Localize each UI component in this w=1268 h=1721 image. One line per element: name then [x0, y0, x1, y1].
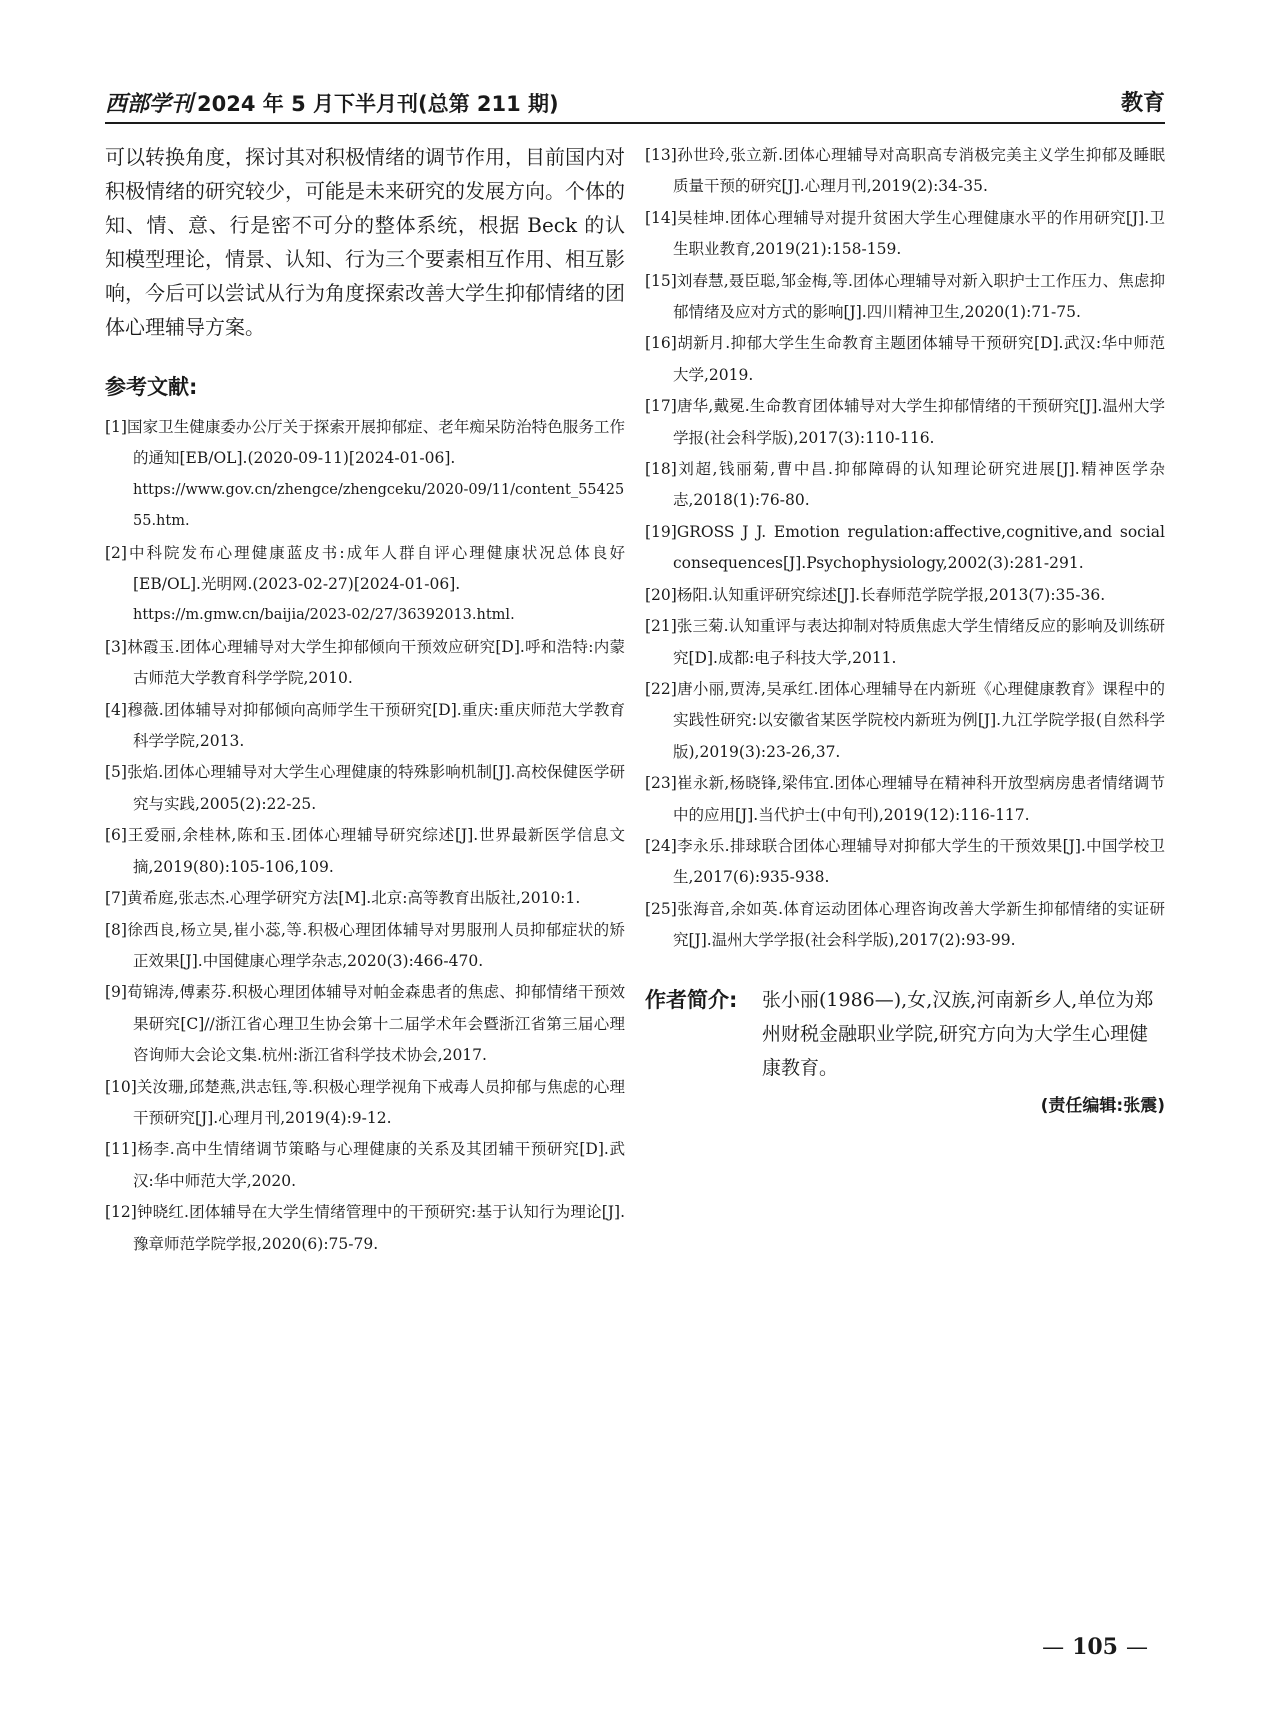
page-header	[105, 89, 1165, 125]
reference-item	[645, 768, 1165, 831]
reference-text: 杨阳.认知重评研究综述[J].长春师范学院学报,2013(7):35-36.	[676, 585, 1106, 604]
reference-text: 张焰.团体心理辅导对大学生心理健康的特殊影响机制[J].高校保健医学研究与实践,2005(2):22-25.	[126, 763, 625, 813]
reference-text: 王爱丽,余桂林,陈和玉.团体心理辅导研究综述[J].世界最新医学信息文摘,2019(80):105-106,109.	[126, 826, 625, 876]
reference-number: [13]	[645, 146, 677, 164]
page-number-value: 105	[1072, 1634, 1118, 1660]
reference-number: [24]	[645, 836, 677, 855]
author-bio	[645, 983, 1165, 1085]
author-bio-label: 作者简介:	[645, 987, 738, 1012]
reference-item	[645, 674, 1165, 768]
journal-masthead	[105, 89, 559, 119]
reference-text: 孙世玲,张立新.团体心理辅导对高职高专消极完美主义学生抑郁及睡眠质量干预的研究[J].心理月刊,2019(2):34-35.	[673, 146, 1165, 196]
reference-text: 黄希庭,张志杰.心理学研究方法[M].北京:高等教育出版社,2010:1.	[126, 889, 581, 908]
reference-item	[105, 977, 625, 1071]
reference-number: [22]	[645, 679, 677, 698]
reference-number: [20]	[645, 585, 677, 604]
reference-number: [14]	[645, 208, 677, 227]
reference-number: [12]	[105, 1203, 137, 1222]
reference-url: https://m.gmw.cn/baijia/2023-02/27/36392013.html.	[133, 607, 515, 624]
reference-item	[645, 831, 1165, 894]
reference-text: 崔永新,杨晓锋,梁伟宜.团体心理辅导在精神科开放型病房患者情绪调节中的应用[J].当代护士(中旬刊),2019(12):116-117.	[673, 774, 1165, 824]
issue-info: 2024 年 5 月下半月刊(总第 211 期)	[197, 92, 559, 116]
reference-number: [7]	[105, 889, 127, 908]
reference-number: [19]	[645, 522, 677, 541]
reference-item	[105, 632, 625, 695]
reference-text: 钟晓红.团体辅导在大学生情绪管理中的干预研究:基于认知行为理论[J].豫章师范学院学报,2020(6):75-79.	[133, 1203, 625, 1253]
reference-text: 唐华,戴冕.生命教育团体辅导对大学生抑郁情绪的干预研究[J].温州大学学报(社会科学版),2017(3):110-116.	[673, 397, 1165, 447]
reference-text: 杨李.高中生情绪调节策略与心理健康的关系及其团辅干预研究[D].武汉:华中师范大学,2020.	[133, 1140, 625, 1190]
reference-number: [21]	[645, 617, 677, 636]
reference-item	[105, 757, 625, 820]
reference-text: 荀锦涛,傅素芬.积极心理团体辅导对帕金森患者的焦虑、抑郁情绪干预效果研究[C]//浙江省心理卫生协会第十二届学术年会暨浙江省第三届心理咨询师大会论文集.杭州:浙江省科学技术协会,2017.	[126, 983, 625, 1065]
reference-item	[645, 140, 1165, 203]
reference-text: 刘超,钱丽菊,曹中昌.抑郁障碍的认知理论研究进展[J].精神医学杂志,2018(1):76-80.	[673, 460, 1165, 510]
reference-number: [1]	[105, 418, 127, 436]
reference-text: 关汝珊,邱楚燕,洪志钰,等.积极心理学视角下戒毒人员抑郁与焦虑的心理干预研究[J].心理月刊,2019(4):9-12.	[133, 1077, 625, 1127]
reference-number: [6]	[105, 826, 127, 845]
reference-number: [2]	[105, 543, 127, 562]
author-bio-text: 张小丽(1986—),女,汉族,河南新乡人,单位为郑州财税金融职业学院,研究方向为大学生心理健康教育。	[762, 988, 1154, 1079]
header-rule	[105, 122, 1165, 124]
reference-text: 张三菊.认知重评与表达抑制对特质焦虑大学生情绪反应的影响及训练研究[D].成都:电子科技大学,2011.	[673, 617, 1165, 667]
journal-logo: 西部学刊	[105, 91, 194, 117]
reference-item	[645, 391, 1165, 454]
reference-text: 刘春慧,聂臣聪,邹金梅,等.团体心理辅导对新入职护士工作压力、焦虑抑郁情绪及应对方式的影响[J].四川精神卫生,2020(1):71-75.	[673, 271, 1165, 322]
reference-number: [5]	[105, 763, 127, 782]
right-column	[645, 140, 1165, 1116]
reference-text: 胡新月.抑郁大学生生命教育主题团体辅导干预研究[D].武汉:华中师范大学,2019.	[673, 334, 1165, 384]
reference-item	[645, 203, 1165, 266]
reference-url: https://www.gov.cn/zhengce/zhengceku/2020-09/11/content_5542555.htm.	[133, 481, 625, 530]
reference-text: 李永乐.排球联合团体心理辅导对抑郁大学生的干预效果[J].中国学校卫生,2017(6):935-938.	[673, 836, 1165, 887]
reference-text: 徐西良,杨立昊,崔小蕊,等.积极心理团体辅导对男服刑人员抑郁症状的矫正效果[J].中国健康心理学杂志,2020(3):466-470.	[126, 920, 625, 970]
responsible-editor: (责任编辑:张震)	[1040, 1095, 1165, 1116]
reference-item	[105, 1072, 625, 1135]
reference-item	[105, 412, 625, 538]
body-paragraph: 可以转换角度，探讨其对积极情绪的调节作用，目前国内对积极情绪的研究较少，可能是未来研究的发展方向。个体的知、情、意、行是密不可分的整体系统，根据 Beck 的认知模型理论，情景、认知、行为三个要素相互作用、相互影响，今后可以尝试从行为角度探索改善大学生抑郁情绪的团体心理辅导方案。	[105, 145, 625, 339]
reference-text: 唐小丽,贾涛,吴承红.团体心理辅导在内新班《心理健康教育》课程中的实践性研究:以安徽省某医学院校内新班为例[J].九江学院学报(自然科学版),2019(3):23-26,37.	[673, 679, 1165, 761]
reference-item	[105, 695, 625, 758]
reference-number: [15]	[645, 271, 677, 290]
left-column	[105, 140, 625, 1260]
reference-number: [25]	[645, 899, 677, 918]
reference-item	[645, 611, 1165, 674]
reference-text: 中科院发布心理健康蓝皮书:成年人群自评心理健康状况总体良好[EB/OL].光明网.(2023-02-27)[2024-01-06].	[126, 543, 625, 594]
reference-text: 国家卫生健康委办公厅关于探索开展抑郁症、老年痴呆防治特色服务工作的通知[EB/OL].(2020-09-11)[2024-01-06].	[126, 418, 625, 468]
references-heading: 参考文献:	[105, 375, 198, 399]
reference-item	[105, 1134, 625, 1197]
reference-number: [18]	[645, 460, 677, 479]
reference-text: 林霞玉.团体心理辅导对大学生抑郁倾向干预效应研究[D].呼和浩特:内蒙古师范大学教育科学学院,2010.	[126, 637, 625, 688]
reference-item	[645, 894, 1165, 957]
reference-item	[645, 580, 1165, 611]
reference-item	[105, 538, 625, 632]
reference-number: [10]	[105, 1077, 137, 1096]
reference-number: [23]	[645, 774, 677, 793]
page-number: — 105 —	[1042, 1634, 1148, 1660]
reference-number: [4]	[105, 700, 127, 719]
section-label: 教育	[1120, 91, 1165, 116]
reference-item	[105, 820, 625, 883]
reference-item	[645, 328, 1165, 391]
reference-number: [9]	[105, 983, 127, 1002]
reference-item	[105, 1197, 625, 1260]
reference-text: 穆薇.团体辅导对抑郁倾向高师学生干预研究[D].重庆:重庆师范大学教育科学学院,2013.	[126, 700, 625, 751]
reference-item	[105, 915, 625, 978]
reference-text: GROSS J J. Emotion regulation:affective,cognitive,and social consequences[J].Psychophysiology,2002(3):281-291.	[673, 522, 1165, 573]
reference-item	[105, 883, 625, 914]
reference-item	[645, 517, 1165, 580]
reference-number: [8]	[105, 920, 127, 939]
reference-number: [16]	[645, 334, 677, 353]
reference-number: [11]	[105, 1140, 137, 1159]
reference-item	[645, 266, 1165, 329]
reference-number: [17]	[645, 397, 677, 416]
reference-number: [3]	[105, 637, 127, 656]
reference-text: 张海音,余如英.体育运动团体心理咨询改善大学新生抑郁情绪的实证研究[J].温州大学学报(社会科学版),2017(2):93-99.	[673, 899, 1165, 950]
references-list-left	[105, 412, 625, 1260]
reference-text: 吴桂坤.团体心理辅导对提升贫困大学生心理健康水平的作用研究[J].卫生职业教育,2019(21):158-159.	[673, 208, 1165, 259]
reference-item	[645, 454, 1165, 517]
references-list-right	[645, 140, 1165, 957]
